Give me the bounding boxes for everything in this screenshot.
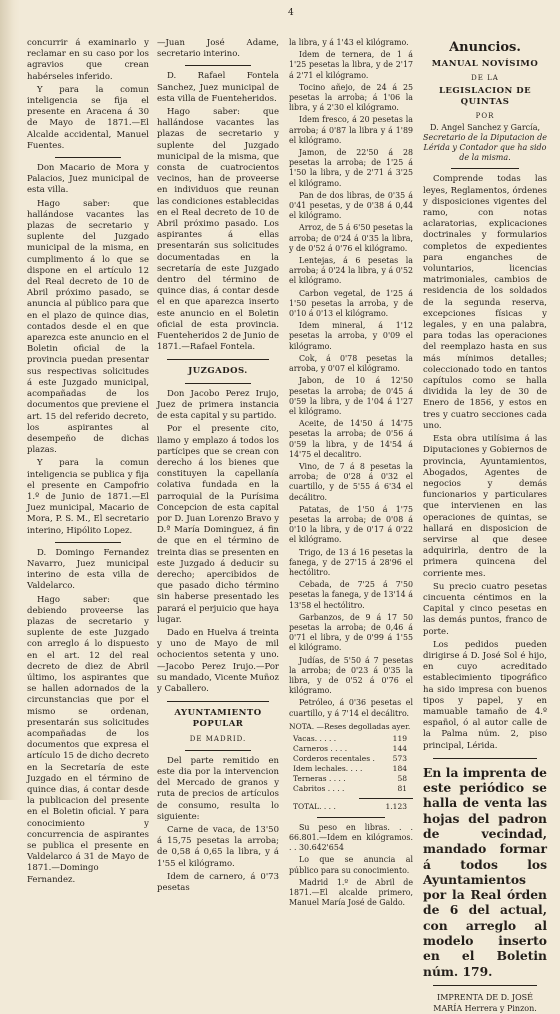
paragraph: Y para la comun inteligencia se fija el presente en Aracena á 30 de Mayo de 1871.—El Alcalde accidental, Manuel Fuentes. bbox=[27, 84, 149, 151]
author-name: D. Angel Sanchez y García, bbox=[429, 123, 541, 133]
divider bbox=[185, 65, 251, 66]
section-subheading: DE MADRID. bbox=[189, 734, 247, 743]
section-heading-ayuntamiento: AYUNTAMIENTO POPULAR bbox=[174, 708, 262, 730]
price-item: Trigo, de 13 á 16 pesetas la fanega, y de 27'15 á 28'96 el hectólitro. bbox=[289, 547, 413, 577]
paragraph: Hago saber: que debiendo proveerse las plazas de secretario y suplente de este Juzgado con arreglo á lo dispuesto en el art. 12 del real decreto de diez de Abril último, los aspirantes que se hallen adornados de la circunstancias que por el mismo se ordenan, presentarán sus solicitudes acompañadas de los documentos que expresa el artículo 15 de dicho decreto en la Secretaría de este Juzgado en el término de quince dias, á contar desde la publicacion del presente en el Boletin oficial. Y para conocimiento y concurrencia de aspirantes se publica el presente en Valdelarco á 31 de Mayo de 1871.—Domingo Fernandez. bbox=[27, 594, 149, 885]
price-item: Aceite, de 14'50 á 14'75 pesetas la arroba; de 0'56 á 0'59 la libra, y de 14'54 á 14'75 el decalitro. bbox=[289, 419, 413, 459]
note-total-row bbox=[289, 802, 413, 812]
note-value: 573 bbox=[392, 753, 407, 763]
notice-heading: D. Rafael Fontela Sanchez, Juez municipal de esta villa de Fuenteheridos. bbox=[157, 71, 279, 104]
divider bbox=[55, 157, 121, 158]
paragraph: Los pedidos pueden dirigirse á D. José Sol é hijo, en cuyo acreditado establecimiento tipográfico ha sido impresa con buenos tipos y papel, y en mamuable tamaño de 4.º español, ó al autor calle de la Palma núm. 2, piso principal, Lérida. bbox=[423, 639, 547, 751]
column-4 bbox=[423, 38, 547, 1014]
note-row bbox=[289, 754, 413, 764]
notice-heading: Don Jacobo Perez Irujo, Juez de primera instancia de esta capital y su partido. bbox=[157, 388, 279, 422]
paragraph: Hago saber: que hallándose vacantes las plazas de secretario y suplente del Juzgado municipal de la misma, que consta de cuatrocientos vecinos, han de proveerse en individuos que reunan las condiciones establecidas en el Real decreto de 10 de Abril próximo pasado. Los aspirantes á ellas presentarán sus solicitudes documentadas en la secretaría de este Juzgado dentro del término de quince dias, á contar desde el en que aparezca inserto este anuncio en el Boletin oficial de esta provincia. Fuenteheridos 2 de Junio de 1871.—Rafael Fontela. bbox=[157, 107, 279, 353]
paragraph: Por el presente cito, llamo y emplazo á todos los partícipes que se crean con derecho á los bienes que constituyen la capellanía colativa fundada en la parroquial de la Purísima Concepcion de esta capital por D. Juan Lorenzo Bravo y D.ª María Dominguez, á fin de que en el término de treinta dias se presenten en este Juzgado á deducir su derecho; apercibidos de que pasado dicho término sin haberse presentado les parará el perjuicio que haya lugar. bbox=[157, 424, 279, 625]
divider bbox=[451, 168, 519, 169]
price-item: Arroz, de 5 á 6'50 pesetas la arroba; de 0'24 á 0'35 la libra, y de 0'52 á 0'76 el kilógramo. bbox=[289, 223, 413, 253]
price-item: Petróleo, á 0'36 pesetas el cuartillo, y á 7'14 el decálitro. bbox=[289, 698, 413, 718]
paragraph: Dado en Huelva á treinta y uno de Mayo de mil ochocientos setenta y uno.—Jacobo Perez Irujo.—Por su mandado, Vicente Muñoz y Caballero. bbox=[157, 627, 279, 694]
divider bbox=[167, 701, 269, 702]
column-3 bbox=[289, 38, 413, 910]
column-1 bbox=[27, 38, 149, 888]
price-item: Idem mineral, á 1'12 pesetas la arroba, y 0'09 el kilógramo. bbox=[289, 321, 413, 351]
price-item: la libra, y á 1'43 el kilógramo. bbox=[289, 38, 409, 47]
paragraph: Madrid 1.º de Abril de 1871.—El alcalde primero, Manuel María José de Galdo. bbox=[289, 877, 413, 908]
total-label: TOTAL. . . . bbox=[293, 801, 336, 811]
slaughter-note bbox=[289, 722, 413, 812]
divider bbox=[185, 383, 251, 384]
price-item: Idem de ternera, de 1 á 1'25 pesetas la libra, y de 2'17 á 2'71 el kilógramo. bbox=[289, 50, 413, 80]
manual-subtitle: LEGISLACION DE QUINTAS bbox=[438, 85, 532, 107]
note-label: Idem lechales. . . . bbox=[293, 763, 363, 773]
price-item: Lentejas, á 6 pesetas la arroba; á 0'24 la libra, y á 0'52 el kilógramo. bbox=[289, 256, 413, 286]
note-row bbox=[289, 734, 413, 744]
paragraph: Hago saber: que hallándose vacantes las plazas de secretario y suplente del Juzgado municipal de la misma, en cumplimento á lo que se dispone en el artículo 12 del Real decreto de 10 de Abril próximo pasado, se anuncia al público para que en el plazo de quince dias, contados desde el en que aparezca este anuncio en el Boletin oficial de la provincia puedan presentar sus respectivas solicitudes á este Juzgado municipal, acompañadas de los documentos que previene el art. 15 del referido decreto, los aspirantes al desempeño de dichas plazas. bbox=[27, 198, 149, 456]
divider bbox=[433, 985, 537, 986]
note-row bbox=[289, 774, 413, 784]
note-table bbox=[289, 734, 413, 794]
notice-heading: D. Domingo Fernandez Navarro, Juez municipal interino de esta villa de Valdelarco. bbox=[27, 547, 149, 592]
paragraph: Comprende todas las leyes, Reglamentos, órdenes y disposiciones vigentes del ramo, con notas aclaratorias, explicaciones doctrinales y formularios completos de expedientes para enganches de voluntarios, licencias matrimoniales, cambios de residencia de los soldados de la segunda reserva, excepciones físicas y legales, y en una palabra, para todas las operaciones del reemplazo hasta en sus más mínimos detalles; coleccionado todo en tantos capítulos como se halla dividida la ley de 30 de Enero de 1856, y estos en tres y cuatro secciones cada uno. bbox=[423, 174, 547, 431]
page-number: 4 bbox=[288, 8, 294, 18]
paragraph: concurrir á examinarlo y reclamar en su caso por los agravios que crean habérseles inferido. bbox=[27, 38, 149, 82]
page-fold-shadow bbox=[0, 0, 20, 800]
note-value: 144 bbox=[392, 743, 407, 753]
column-2 bbox=[157, 38, 279, 896]
note-label: Terneras . . . . bbox=[293, 773, 346, 783]
price-item: Patatas, de 1'50 á 1'75 pesetas la arroba; de 0'08 á 0'10 la libra, y de 0'17 á 0'22 el kilógramo. bbox=[289, 504, 413, 545]
manual-title: MANUAL NOVÍSIMO bbox=[431, 59, 539, 70]
manual-de: DE LA bbox=[471, 74, 499, 83]
note-row bbox=[289, 784, 413, 794]
total-value: 1.123 bbox=[385, 801, 407, 811]
note-label: Vacas. . . . . bbox=[293, 733, 337, 743]
paragraph: Carne de vaca, de 13'50 á 15,75 pesetas la arroba; de 0,58 á 0,65 la libra, y á 1'55 el kilógramo. bbox=[157, 825, 279, 869]
price-item: Tocino añejo, de 24 á 25 pesetas la arroba; á 1'06 la libra, y á 2'30 el kilógramo. bbox=[289, 82, 413, 113]
notice-heading: Don Macario de Mora y Palacios, Juez municipal de esta villa. bbox=[27, 163, 149, 196]
price-item: Pan de dos libras, de 0'35 á 0'41 pesetas, y de 0'38 á 0,44 el kilógramo. bbox=[289, 190, 413, 221]
paragraph: Su precio cuatro pesetas cincuenta céntimos en la Capital y cinco pesetas en las demás puntos, franco de porte. bbox=[423, 581, 547, 637]
paragraph: Lo que se anuncia al público para su conocimiento. bbox=[289, 855, 413, 875]
note-value: 58 bbox=[397, 773, 407, 783]
imprenta-announcement: En la imprenta de este periódico se halla de venta las hojas del padron de vecindad, mandado formar á todos los Ayuntamientos por la Real órden de 6 del actual, con arreglo al modelo inserto en el Boletin núm. 179. bbox=[423, 764, 547, 979]
paragraph: Y para la comun inteligencia se publica y fija el presente en Campofrio 1.º de Junio de 1871.—El Juez municipal, Macario de Mora, P. S. M., El secretario interino, Hipólito Lopez. bbox=[27, 458, 149, 536]
price-item: Judías, de 5'50 á 7 pesetas la arroba; de 0'23 á 0'35 la libra, y de 0'52 á 0'76 el kilógramo. bbox=[289, 655, 413, 696]
price-item: Garbanzos, de 9 á 17 50 pesetas la arroba; de 0,46 á 0'71 el libra, y de 0'99 á 1'55 el kilógramo. bbox=[289, 612, 413, 653]
divider bbox=[433, 758, 537, 759]
price-item: Idem fresco, á 20 pesetas la arroba; á 0'87 la libra y á 1'89 el kilógramo. bbox=[289, 115, 413, 145]
price-item: Jamon, de 22'50 á 28 pesetas la arroba; de 1'25 á 1'50 la libra, y de 2'71 á 3'25 el kilógramo. bbox=[289, 148, 413, 188]
price-item: Cok, á 0'78 pesetas la arroba, y 0'07 el kilógramo. bbox=[289, 353, 413, 374]
section-heading-juzgados: JUZGADOS. bbox=[188, 366, 248, 377]
note-row bbox=[289, 744, 413, 754]
note-label: Carneros . . . . bbox=[293, 743, 348, 753]
divider bbox=[185, 750, 251, 751]
anuncios-heading: Anuncios. bbox=[449, 40, 521, 55]
divider bbox=[359, 798, 413, 799]
note-value: 119 bbox=[392, 733, 407, 743]
paragraph: Del parte remitido en este dia por la intervencion del Mercado de granos y ruta de precios de artículos de consumo, resulta lo siguiente: bbox=[157, 755, 279, 822]
paragraph: Su peso en libras. . . 66.801.—Idem en kilógramos. . . 30.642'654 bbox=[289, 822, 413, 853]
author-role: Secretario de la Diputacion de Lérida y Contador que ha sido de la misma. bbox=[423, 133, 547, 163]
paragraph: —Juan José Adame, secretario interino. bbox=[157, 38, 279, 60]
divider bbox=[167, 359, 269, 360]
divider bbox=[55, 542, 121, 543]
divider bbox=[317, 817, 385, 818]
manual-por: POR bbox=[475, 112, 495, 121]
printer-footer: IMPRENTA DE D. JOSÉ MARÍA Herrera y Pinzon. bbox=[433, 992, 537, 1014]
note-value: 184 bbox=[392, 763, 407, 773]
paragraph: Esta obra utilísima á las Diputaciones y Gobiernos de provincia, Ayuntamientos, Abogados, Agentes de negocios y demás funcionarios y particulares que intervienen en las operaciones de quintas, se hallará en disposicion de servirse al que desee adquirirla, dentro de la primera quincena del corriente mes. bbox=[423, 434, 547, 579]
note-row bbox=[289, 764, 413, 774]
paragraph: Idem de carnero, á 0'73 pesetas bbox=[157, 871, 279, 894]
note-label: Cabritos . . . . bbox=[293, 783, 345, 793]
price-list bbox=[289, 38, 413, 719]
price-item: Vino, de 7 á 8 pesetas la arroba; de 0'28 á 0'32 el cuartillo, y de 5'55 á 6'34 el decálitro. bbox=[289, 461, 413, 502]
price-item: Jabon, de 10 á 12'50 pesetas la arroba; de 0'45 á 0'59 la libra, y de 1'04 á 1'27 el kilógramo. bbox=[289, 376, 413, 416]
price-item: Carbon vegetal, de 1'25 á 1'50 pesetas la arroba, y de 0'10 á 0'13 el kilógramo. bbox=[289, 288, 413, 319]
note-value: 81 bbox=[397, 783, 407, 793]
note-heading: NOTA. —Reses degolladas ayer. bbox=[289, 721, 411, 731]
note-label: Corderos recentales . bbox=[293, 753, 375, 763]
price-item: Cebada, de 7'25 á 7'50 pesetas la fanega, y de 13'14 á 13'58 el hectólitro. bbox=[289, 580, 413, 610]
